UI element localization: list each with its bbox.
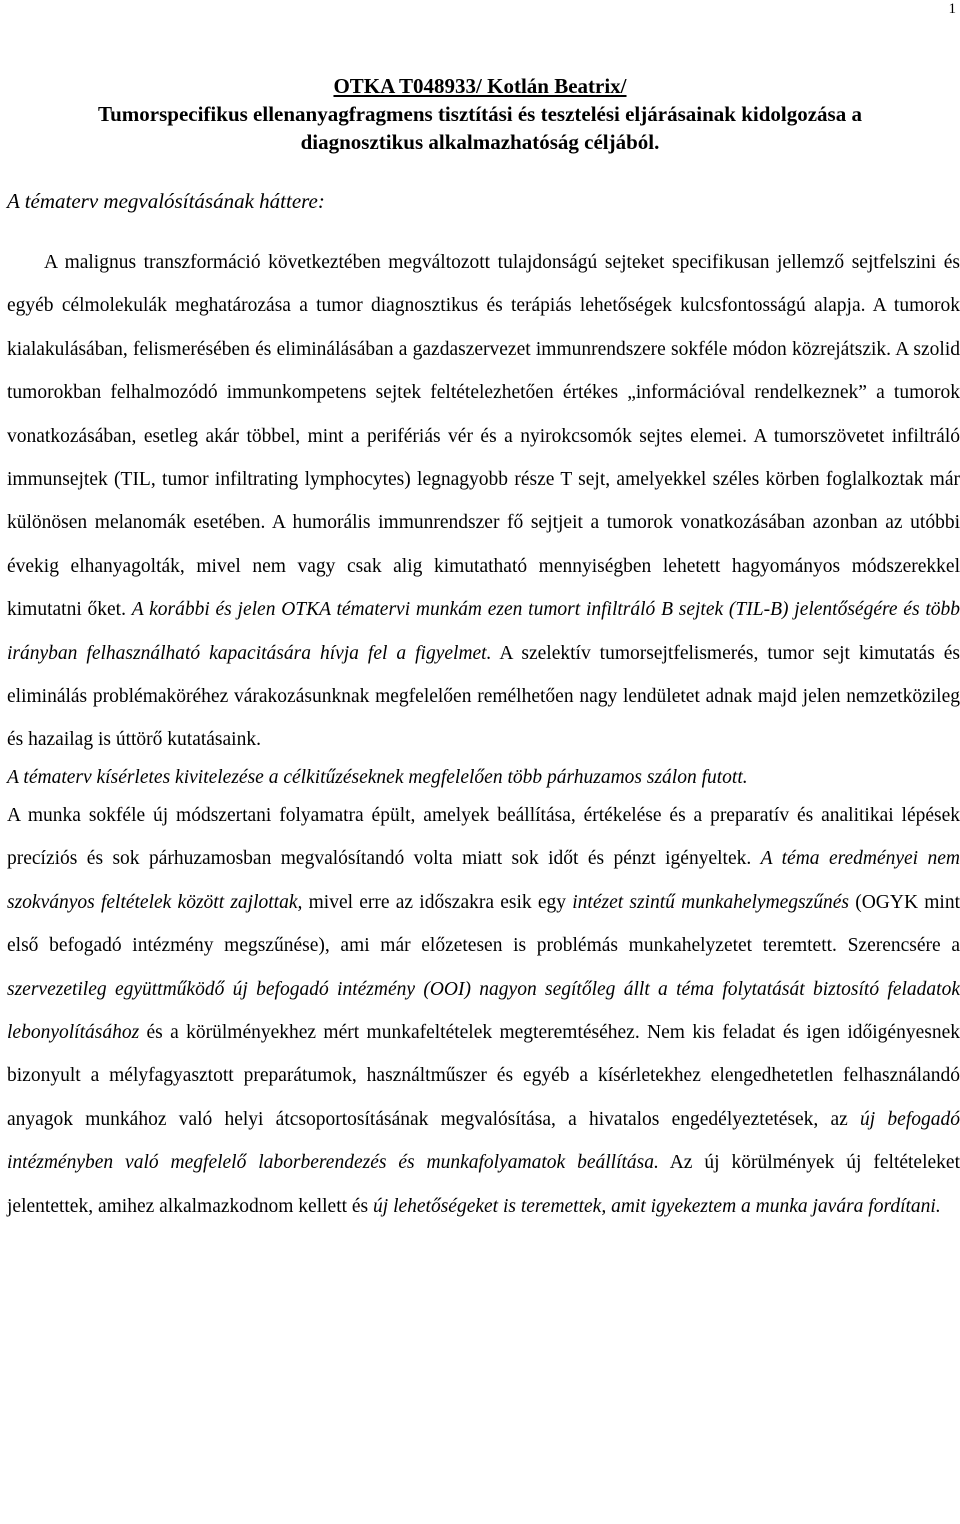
conditions-italic-j: új lehetőségeket is teremettek, amit igyekeztem a munka javára fordítani. bbox=[373, 1195, 941, 1217]
paragraph-background-text-end: A szelektív tumorsejtfelismerés, tumor sejt kimutatás és eliminálás problémaköréhez várakozásunknak megfelelően remélhetően nagy lendületet adnak majd jelen nemzetközileg és hazailag is úttörő kutatásaink. bbox=[7, 642, 960, 751]
title-line-topic: Tumorspecifikus ellenanyagfragmens tisztítási és tesztelési eljárásainak kidolgozása a bbox=[98, 102, 862, 126]
conditions-text-i: Az új körülmények új feltételeket jelentettek, amihez alkalmazkodnom kellett és bbox=[7, 1152, 960, 1217]
conditions-italic-h: új befogadó intézményben való megfelelő laborberendezés és munkafolyamatok beállítása. bbox=[7, 1108, 960, 1174]
conditions-text-g: és a körülményekhez mért munkafeltételek megteremtéséhez. Nem kis feladat és igen időigényesnek bizonyult a mélyfagyasztott preparátumok, használtműszer és egyéb a kísérletekhez elengedhetetlen felhasználandó anyagok munkához való helyi átcsoportosításának megvalósítása, a hivatalos engedélyeztetések, az bbox=[7, 1021, 960, 1130]
conditions-italic-b: A téma eredményei nem szokványos feltételek között zajlottak, bbox=[7, 848, 960, 913]
paragraph-summary: A tématerv kísérletes kivitelezése a célkitűzéseknek megfelelően több párhuzamos szálon futott. bbox=[7, 766, 748, 788]
page-number: 1 bbox=[948, 1, 956, 17]
conditions-italic-f: szervezetileg együttműködő új befogadó intézmény (OOI) nagyon segítőleg állt a téma folytatását biztosító feladatok lebonyolításához bbox=[7, 978, 960, 1043]
paragraph-conditions bbox=[7, 794, 960, 1228]
document-title bbox=[0, 72, 960, 156]
body-text bbox=[7, 241, 960, 1228]
conditions-text-e: (OGYK mint első befogadó intézmény megszűnése), ami már előzetesen is problémás munkahelyzetet teremtett. Szerencsére a bbox=[7, 891, 960, 957]
title-line-topic-cont: diagnosztikus alkalmazhatóság céljából. bbox=[300, 130, 660, 154]
paragraph-background-italic: A korábbi és jelen OTKA tématervi munkám ezen tumort infiltráló B sejtek (TIL-B) jelentőségére és több irányban felhasználható kapacitására hívja fel a figyelmet. bbox=[7, 599, 960, 664]
conditions-text-a: A munka sokféle új módszertani folyamatra épült, amelyek beállítása, értékelése és a preparatív és analitikai lépések precíziós és sok párhuzamosban megvalósítandó volta miatt sok időt és pénzt igényeltek. bbox=[7, 804, 960, 870]
paragraph-background-text: A malignus transzformáció következtében megváltozott tulajdonságú sejteket specifikusan jellemző sejtfelszini és egyéb célmolekulák meghatározása a tumor diagnosztikus és terápiás lehetőségek kulcsfontosságú alapja. A tumorok kialakulásában, felismerésében és eliminálásában a gazdaszervezet immunrendszere sokféle módon közrejátszik. A szolid tumorokban felhalmozódó immunkompetens sejtek feltételezhetően értékes „információval rendelkeznek” a tumorok vonatkozásában, esetleg akár többel, mint a perifériás vér és a nyirokcsomók sejtes elemei. A tumorszövetet infiltráló immunsejtek (TIL, tumor infiltrating lymphocytes) legnagyobb része T sejt, amelyekkel széles körben foglalkoztak már különösen melanomák esetében. A humorális immunrendszer fő sejtjeit a tumorok vonatkozásában azonban az utóbbi évekig elhanyagolták, mivel nem vagy csak alig kimutatható mennyiségben lehetett hagyományos módszerekkel kimutatni őket. bbox=[7, 252, 960, 621]
title-line-grant: OTKA T048933/ Kotlán Beatrix/ bbox=[333, 74, 627, 98]
conditions-text-c: mivel erre az időszakra esik egy bbox=[302, 891, 573, 913]
conditions-italic-d: intézet szintű munkahelymegszűnés bbox=[572, 891, 849, 913]
paragraph-background bbox=[7, 241, 960, 762]
section-heading: A tématerv megvalósításának háttere: bbox=[7, 189, 325, 213]
